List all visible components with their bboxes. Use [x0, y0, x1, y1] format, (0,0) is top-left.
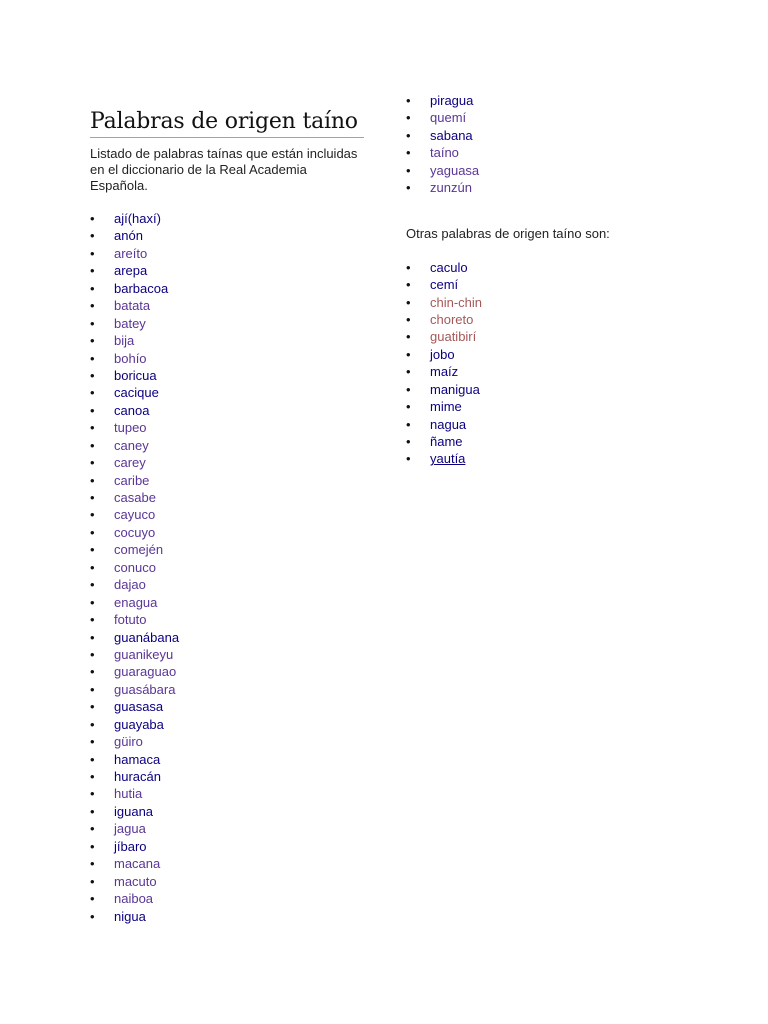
list-item [90, 402, 364, 419]
bullet-icon: • [406, 364, 411, 380]
word-link[interactable]: choreto [430, 311, 474, 327]
word-link[interactable]: güiro [114, 734, 143, 750]
bullet-icon: • [90, 716, 95, 732]
taino-words-list [90, 210, 364, 925]
word-link[interactable]: carey [114, 455, 146, 471]
bullet-icon: • [406, 329, 411, 345]
word-link[interactable]: guayaba [114, 716, 164, 732]
word-link[interactable]: hamaca [114, 751, 161, 767]
bullet-icon: • [90, 681, 95, 697]
intro-paragraph: Listado de palabras taínas que están incluidas en el diccionario de la Real Academia Española. [90, 146, 358, 193]
word-link[interactable]: caribe [114, 472, 150, 488]
list-item [90, 820, 364, 837]
list-item [90, 472, 364, 489]
bullet-icon: • [90, 734, 95, 750]
list-item [90, 611, 364, 628]
word-link[interactable]: guasasa [114, 699, 164, 715]
list-item [90, 227, 364, 244]
list-item [406, 381, 706, 398]
word-link[interactable]: caculo [430, 259, 468, 275]
bullet-icon: • [406, 311, 411, 327]
right-column [406, 92, 706, 468]
bullet-icon: • [406, 162, 411, 178]
bullet-icon: • [406, 277, 411, 293]
taino-words-list-continued [406, 92, 706, 197]
list-item [406, 363, 706, 380]
word-link[interactable]: iguana [114, 803, 154, 819]
list-item [90, 698, 364, 715]
bullet-icon: • [90, 263, 95, 279]
word-link[interactable]: taíno [430, 145, 459, 161]
list-item [406, 179, 706, 196]
word-link[interactable]: ají(haxí) [114, 211, 161, 226]
bullet-icon: • [90, 559, 95, 575]
list-item [90, 663, 364, 680]
word-link[interactable]: mime [430, 399, 462, 415]
list-item [90, 332, 364, 349]
word-link[interactable]: caney [114, 437, 149, 453]
bullet-icon: • [90, 908, 95, 924]
bullet-icon: • [406, 110, 411, 126]
bullet-icon: • [406, 451, 411, 467]
list-item [406, 416, 706, 433]
word-link[interactable]: nagua [430, 416, 467, 432]
word-link[interactable]: manigua [430, 381, 480, 397]
bullet-icon: • [90, 228, 95, 244]
bullet-icon: • [90, 577, 95, 593]
list-item [90, 245, 364, 262]
word-link[interactable]: piragua [430, 93, 474, 108]
list-item [90, 524, 364, 541]
word-link[interactable]: casabe [114, 490, 156, 505]
list-item [90, 262, 364, 279]
list-item [90, 576, 364, 593]
word-link[interactable]: areíto [114, 245, 148, 261]
list-item [406, 294, 706, 311]
list-item [90, 454, 364, 471]
bullet-icon: • [90, 891, 95, 907]
bullet-icon: • [90, 437, 95, 453]
bullet-icon: • [406, 145, 411, 161]
bullet-icon: • [406, 416, 411, 432]
bullet-icon: • [406, 259, 411, 275]
list-item [90, 629, 364, 646]
word-link[interactable]: conuco [114, 559, 156, 575]
word-link[interactable]: bohío [114, 350, 147, 366]
word-link[interactable]: maíz [430, 364, 459, 380]
bullet-icon: • [406, 346, 411, 362]
bullet-icon: • [406, 381, 411, 397]
word-link[interactable]: huracán [114, 769, 161, 784]
word-link[interactable]: nigua [114, 908, 146, 924]
bullet-icon: • [90, 402, 95, 418]
list-item [90, 541, 364, 558]
list-item [90, 908, 364, 925]
page-title: Palabras de origen taíno [90, 108, 364, 138]
list-item [406, 346, 706, 363]
bullet-icon: • [90, 769, 95, 784]
word-link[interactable]: batey [114, 315, 146, 331]
list-item [406, 127, 706, 144]
bullet-icon: • [90, 664, 95, 680]
list-item [90, 890, 364, 907]
bullet-icon: • [90, 646, 95, 662]
list-item [90, 733, 364, 750]
list-item [90, 384, 364, 401]
bullet-icon: • [90, 385, 95, 401]
list-item [90, 716, 364, 733]
word-link[interactable]: comején [114, 542, 164, 558]
list-item [406, 276, 706, 293]
list-item [90, 855, 364, 872]
word-link[interactable]: cayuco [114, 507, 156, 523]
word-link[interactable]: macuto [114, 873, 157, 889]
word-link[interactable]: batata [114, 298, 151, 314]
list-item [406, 259, 706, 276]
bullet-icon: • [406, 93, 411, 108]
list-item [90, 785, 364, 802]
list-item [406, 433, 706, 450]
word-link[interactable]: ñame [430, 434, 463, 449]
bullet-icon: • [90, 350, 95, 366]
bullet-icon: • [90, 594, 95, 610]
word-link[interactable]: guatibirí [430, 329, 477, 345]
word-link[interactable]: fotuto [114, 612, 147, 628]
list-item [90, 646, 364, 663]
list-item [406, 92, 706, 109]
word-link[interactable]: arepa [114, 263, 148, 279]
bullet-icon: • [90, 856, 95, 872]
list-item [90, 506, 364, 523]
other-words-intro: Otras palabras de origen taíno son: [406, 225, 610, 241]
list-item [90, 350, 364, 367]
bullet-icon: • [90, 612, 95, 628]
bullet-icon: • [406, 294, 411, 310]
bullet-icon: • [90, 629, 95, 645]
left-column [90, 108, 364, 925]
list-item [90, 768, 364, 785]
bullet-icon: • [90, 490, 95, 505]
list-item [406, 311, 706, 328]
other-taino-words-list [406, 259, 706, 468]
bullet-icon: • [90, 280, 95, 296]
bullet-icon: • [406, 127, 411, 143]
bullet-icon: • [90, 472, 95, 488]
bullet-icon: • [90, 211, 95, 226]
word-link[interactable]: canoa [114, 402, 150, 418]
bullet-icon: • [90, 699, 95, 715]
list-item [90, 315, 364, 332]
list-item [90, 873, 364, 890]
bullet-icon: • [406, 434, 411, 449]
word-link[interactable]: enagua [114, 594, 158, 610]
bullet-icon: • [90, 315, 95, 331]
word-link[interactable]: barbacoa [114, 280, 169, 296]
word-link[interactable]: cocuyo [114, 524, 156, 540]
bullet-icon: • [90, 821, 95, 837]
word-link[interactable]: jagua [114, 821, 146, 837]
list-item [90, 210, 364, 227]
word-link[interactable]: boricua [114, 367, 157, 383]
list-item [90, 489, 364, 506]
list-item [90, 437, 364, 454]
word-link[interactable]: naiboa [114, 891, 154, 907]
list-item [406, 162, 706, 179]
bullet-icon: • [90, 455, 95, 471]
word-link[interactable]: guasábara [114, 681, 176, 697]
list-item [90, 419, 364, 436]
bullet-icon: • [90, 751, 95, 767]
bullet-icon: • [90, 542, 95, 558]
list-item [406, 450, 706, 467]
list-item [90, 838, 364, 855]
bullet-icon: • [90, 803, 95, 819]
bullet-icon: • [90, 786, 95, 802]
list-item [90, 594, 364, 611]
bullet-icon: • [90, 333, 95, 349]
word-link[interactable]: cacique [114, 385, 159, 401]
word-link[interactable]: yautía [430, 451, 466, 467]
list-item [90, 751, 364, 768]
bullet-icon: • [90, 507, 95, 523]
word-link[interactable]: macana [114, 856, 161, 872]
list-item [90, 803, 364, 820]
bullet-icon: • [406, 180, 411, 196]
word-link[interactable]: guaraguao [114, 664, 177, 680]
list-item [406, 144, 706, 161]
word-link[interactable]: dajao [114, 577, 146, 593]
word-link[interactable]: jobo [430, 346, 455, 362]
list-item [90, 280, 364, 297]
word-link[interactable]: cemí [430, 277, 459, 293]
word-link[interactable]: bija [114, 333, 135, 349]
bullet-icon: • [406, 399, 411, 415]
word-link[interactable]: quemí [430, 110, 467, 126]
word-link[interactable]: zunzún [430, 180, 472, 196]
word-link[interactable]: yaguasa [430, 162, 480, 178]
bullet-icon: • [90, 367, 95, 383]
list-item [90, 297, 364, 314]
word-link[interactable]: guanábana [114, 629, 180, 645]
list-item [406, 328, 706, 345]
list-item [90, 559, 364, 576]
list-item [406, 109, 706, 126]
word-link[interactable]: chin-chin [430, 294, 483, 310]
list-item [90, 367, 364, 384]
word-link[interactable]: sabana [430, 127, 473, 143]
list-item [406, 398, 706, 415]
word-link[interactable]: guanikeyu [114, 646, 174, 662]
bullet-icon: • [90, 524, 95, 540]
word-link[interactable]: anón [114, 228, 143, 244]
bullet-icon: • [90, 245, 95, 261]
bullet-icon: • [90, 838, 95, 854]
word-link[interactable]: jíbaro [114, 838, 147, 854]
word-link[interactable]: tupeo [114, 420, 147, 436]
bullet-icon: • [90, 298, 95, 314]
bullet-icon: • [90, 420, 95, 436]
word-link[interactable]: hutia [114, 786, 143, 802]
list-item [90, 681, 364, 698]
bullet-icon: • [90, 873, 95, 889]
